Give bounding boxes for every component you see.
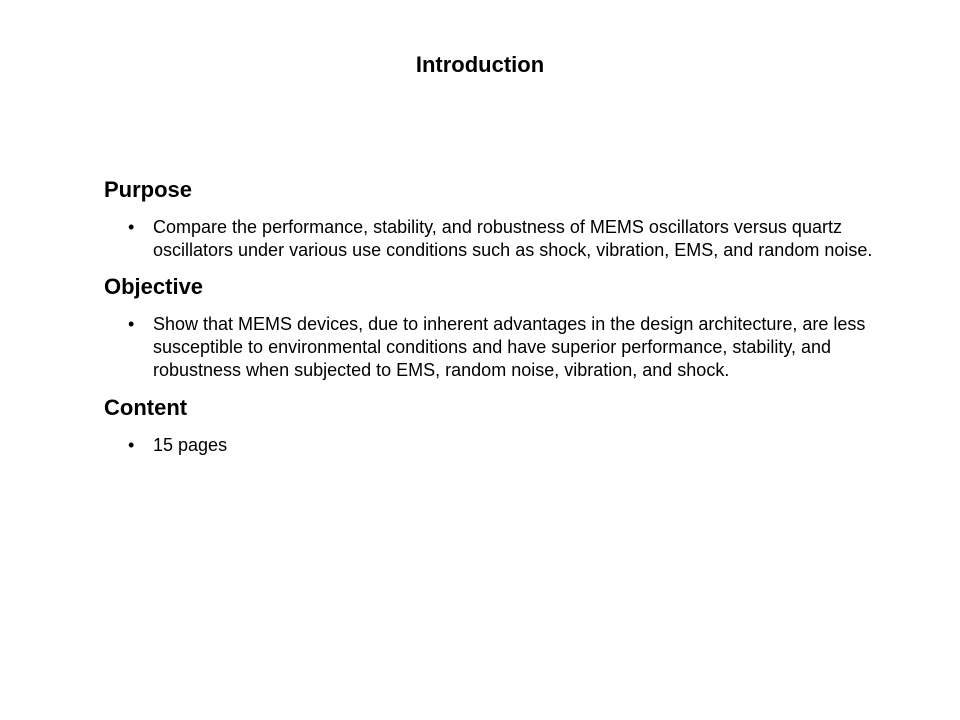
bullet-text: Show that MEMS devices, due to inherent advantages in the design architecture, are less susceptible to environmental conditions and have superior performance, stability, and robustness when subjected to EMS, random noise, vibration, and shock. (153, 314, 866, 380)
bullet-list-purpose (104, 216, 904, 262)
section-purpose (104, 175, 904, 262)
section-objective (104, 272, 904, 382)
slide-title: Introduction (415, 52, 545, 77)
section-content (104, 393, 904, 457)
section-heading-content: Content (104, 395, 188, 420)
bullet-item (104, 434, 904, 457)
bullet-item (104, 216, 904, 262)
bullet-dot-icon: • (128, 217, 135, 237)
bullet-dot-icon: • (128, 314, 135, 334)
section-heading-purpose: Purpose (104, 177, 193, 202)
bullet-list-objective (104, 313, 904, 382)
section-heading-objective: Objective (104, 274, 204, 299)
bullet-item (104, 313, 904, 382)
bullet-dot-icon: • (128, 435, 135, 455)
bullet-text: 15 pages (153, 435, 228, 455)
bullet-text: Compare the performance, stability, and robustness of MEMS oscillators versus quartz oscillators under various use conditions such as shock, vibration, EMS, and random noise. (153, 217, 873, 260)
slide-content (104, 175, 904, 457)
bullet-list-content (104, 434, 904, 457)
